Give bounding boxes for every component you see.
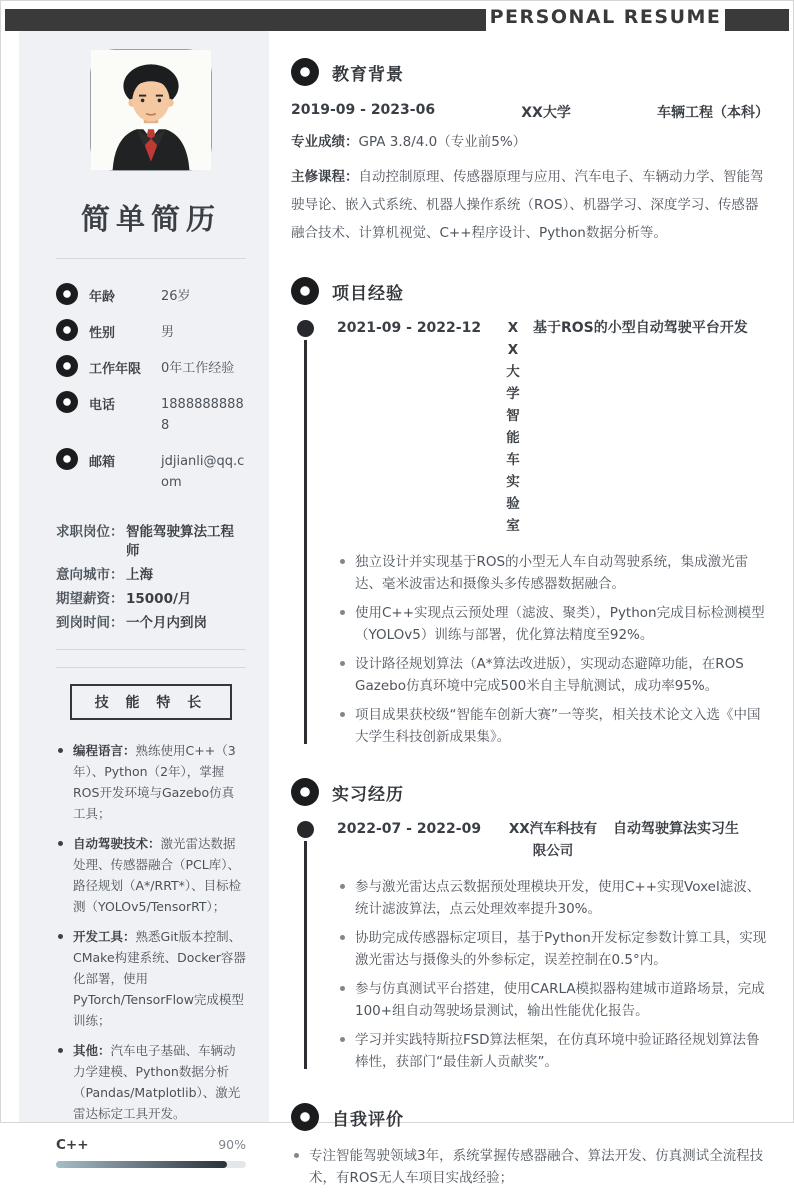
info-label: 性别 [89,326,116,341]
education-courses [291,163,769,247]
skill-bar-percent: 90% [218,1137,246,1152]
section-evaluation-header [291,1103,769,1131]
sidebar [19,31,269,1153]
skill-item [56,833,246,917]
evaluation-bullet: 专注智能驾驶领域3年，系统掌握传感器融合、算法开发、仿真测试全流程技术，有ROS无人车项目实战经验； [291,1145,769,1189]
intent-value: 智能驾驶算法工程师 [126,524,234,559]
bullet-ring-icon [56,355,78,377]
section-internship-header [291,778,769,806]
project-bullets [337,551,769,748]
internship-bullet: 参与激光雷达点云数据预处理模块开发，使用C++实现Voxel滤波、统计滤波算法，点云处理效率提升30%。 [337,876,769,920]
skill-text: 激光雷达数据处理、传感器融合（PCL库）、路径规划（A*/RRT*）、目标检测（YOLOv5/TensorRT）； [73,836,242,914]
project-period: 2021-09 - 2022-12 [337,320,482,336]
bullet-ring-icon [56,391,78,413]
section-ring-icon [291,778,319,806]
project-bullet: 设计路径规划算法（A*算法改进版），实现动态避障功能，在ROS Gazebo仿真环境中完成500米自主导航测试，成功率95%。 [337,653,769,697]
avatar [90,49,212,171]
skill-text: 汽车电子基础、车辆动力学建模、Python数据分析（Pandas/Matplotlib）、激光雷达标定工具开发。 [73,1043,241,1121]
project-row [337,317,769,537]
info-row [56,283,246,307]
section-ring-icon [291,1103,319,1131]
skill-text: 熟练使用C++（3年）、Python（2年），掌握ROS开发环境与Gazebo仿真工具； [73,743,236,821]
courses-label: 主修课程： [291,169,359,185]
skill-bar-fill [56,1161,227,1168]
evaluation-bullets [291,1145,769,1189]
intent-value: 一个月内到岗 [126,615,207,631]
skill-item [56,926,246,1031]
bullet-ring-icon [56,319,78,341]
info-value: 男 [161,325,175,340]
skill-bar-header [56,1137,246,1153]
intent-value: 上海 [126,567,153,583]
skills-list [56,740,246,1124]
bullet-ring-icon [56,448,78,470]
section-title: 项目经验 [332,283,404,304]
avatar-illustration [91,50,211,170]
intent-label: 期望薪资： [56,591,124,607]
info-label: 工作年限 [89,362,142,377]
info-value: 18888888888 [161,397,244,433]
info-row [56,448,246,493]
banner-title: PERSONAL RESUME [489,5,722,28]
education-period: 2019-09 - 2023-06 [291,102,436,118]
skill-lead: 自动驾驶技术： [73,836,161,851]
resume-title: 简单简历 [80,202,221,236]
education-school: XX大学 [521,105,571,121]
project-bullet: 使用C++实现点云预处理（滤波、聚类），Python完成目标检测模型（YOLOv5）训练与部署，优化算法精度至92%。 [337,602,769,646]
info-label: 邮箱 [89,455,116,470]
intent-row [56,566,246,585]
skill-lead: 开发工具： [73,929,136,944]
personal-info-list [56,283,246,493]
education-row [291,102,769,122]
internship-row [337,818,769,862]
skill-lead: 编程语言： [73,743,136,758]
intent-label: 意向城市： [56,567,124,583]
internship-timeline-item [291,818,769,1073]
internship-bullets [337,876,769,1073]
info-row [56,319,246,343]
info-value: 0年工作经验 [161,361,235,376]
section-ring-icon [291,277,319,305]
internship-period: 2022-07 - 2022-09 [337,821,482,837]
intent-row [56,590,246,609]
intent-row [56,523,246,561]
section-title: 实习经历 [332,784,404,805]
intent-row [56,614,246,633]
skill-lead: 其他： [73,1043,111,1058]
skill-item [56,740,246,824]
info-label: 电话 [89,398,116,413]
section-title: 自我评价 [332,1109,404,1130]
info-value: 26岁 [161,289,191,304]
skill-bar-track [56,1161,246,1168]
info-row [56,355,246,379]
internship-bullet: 参与仿真测试平台搭建，使用CARLA模拟器构建城市道路场景，完成100+组自动驾驶场景测试，输出性能优化报告。 [337,978,769,1022]
project-org: XX大学智能车实验室 [506,320,520,534]
education-gpa [291,131,769,153]
intent-value: 15000/月 [126,591,192,607]
section-ring-icon [291,58,319,86]
skill-text: 熟悉Git版本控制、CMake构建系统、Docker容器化部署，使用PyTorch/TensorFlow完成模型训练； [73,929,246,1028]
internship-role: 自动驾驶算法实习生 [613,821,739,837]
sidebar-divider [56,649,246,650]
skills-heading-box: 技 能 特 长 [70,684,232,720]
info-label: 年龄 [89,290,116,305]
project-bullet: 独立设计并实现基于ROS的小型无人车自动驾驶系统，集成激光雷达、毫米波雷达和摄像头多传感器数据融合。 [337,551,769,595]
section-project-header [291,277,769,305]
skill-item [56,1040,246,1124]
project-role: 基于ROS的小型自动驾驶平台开发 [533,320,748,336]
main-column [291,1,769,1196]
education-major: 车辆工程（本科） [656,105,769,121]
job-intent-list [56,523,246,633]
internship-bullet: 学习并实践特斯拉FSD算法框架，在仿真环境中验证路径规划算法鲁棒性，获部门“最佳新人贡献奖”。 [337,1029,769,1073]
intent-label: 求职岗位： [56,524,124,540]
courses-text: 自动控制原理、传感器原理与应用、汽车电子、车辆动力学、智能驾驶导论、嵌入式系统、机器人操作系统（ROS）、机器学习、深度学习、传感器融合技术、计算机视觉、C++程序设计、Python数据分析等。 [291,169,764,241]
intent-label: 到岗时间： [56,615,124,631]
bullet-ring-icon [56,283,78,305]
info-value: jdjianli@qq.com [161,454,245,490]
skill-bar-label: C++ [56,1137,89,1153]
gpa-value: GPA 3.8/4.0（专业前5%） [358,134,527,150]
project-bullet: 项目成果获校级“智能车创新大赛”一等奖，相关技术论文入选《中国大学生科技创新成果集》。 [337,704,769,748]
project-timeline-item [291,317,769,748]
section-education-header [291,58,769,86]
internship-bullet: 协助完成传感器标定项目，基于Python开发标定参数计算工具，实现激光雷达与摄像头的外参标定，误差控制在0.5°内。 [337,927,769,971]
internship-org: XX汽车科技有限公司 [508,821,598,859]
section-title: 教育背景 [332,64,404,85]
sidebar-divider [56,667,246,668]
gpa-label: 专业成绩： [291,134,359,150]
sidebar-divider [56,258,246,259]
info-row [56,391,246,436]
